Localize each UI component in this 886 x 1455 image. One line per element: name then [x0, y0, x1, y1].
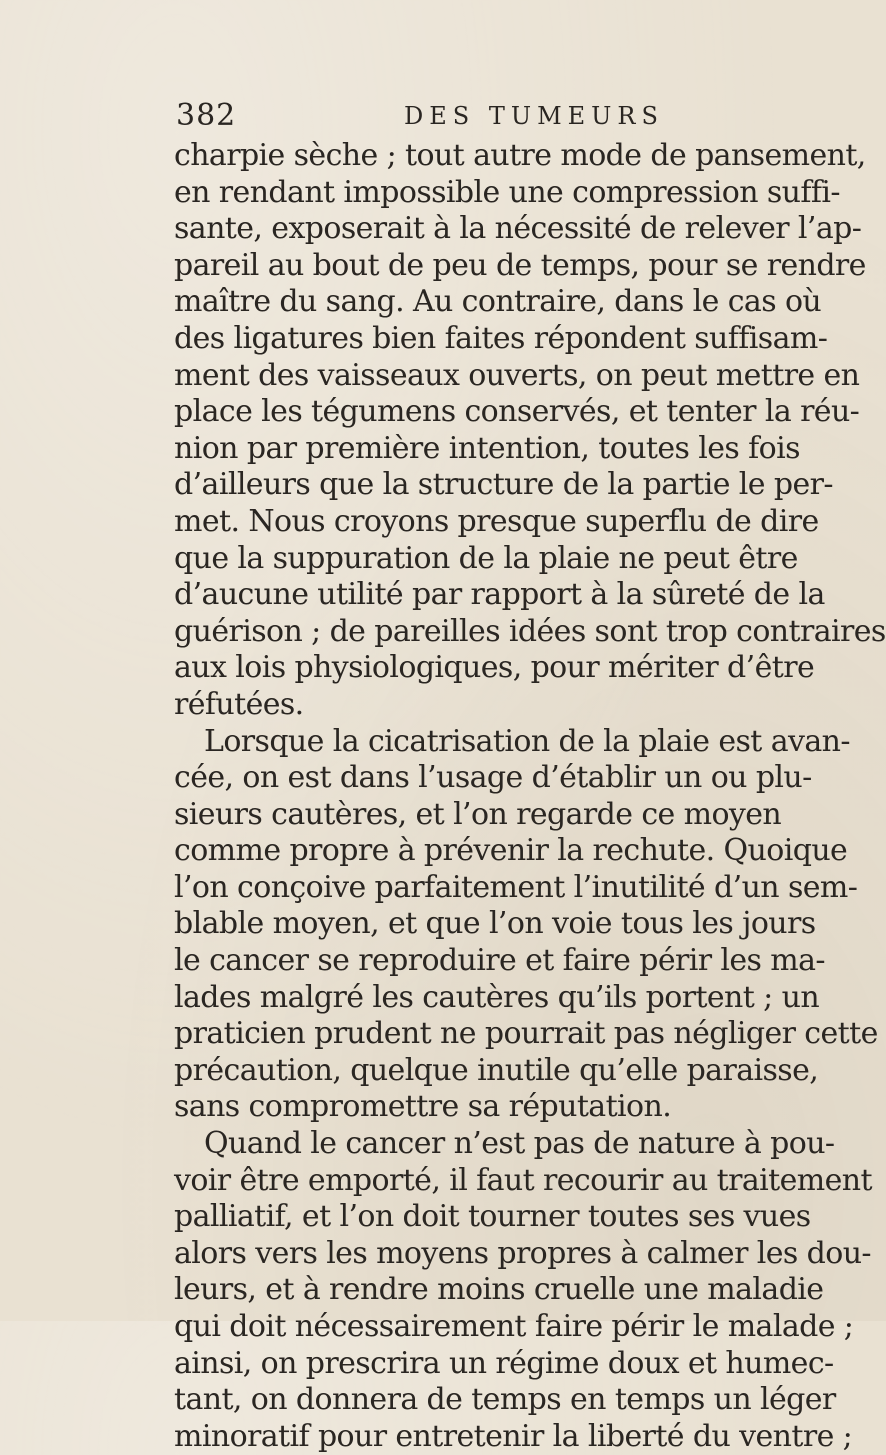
text-line: d’aucune utilité par rapport à la sûreté de la — [174, 577, 825, 613]
body-text — [174, 138, 886, 1455]
text-line: tant, on donnera de temps en temps un léger — [174, 1382, 836, 1418]
text-line: pareil au bout de peu de temps, pour se rendre — [174, 247, 866, 283]
text-line-paragraph-end: sans compromettre sa réputation. — [174, 1089, 672, 1125]
text-line: minoratif pour entretenir la liberté du ventre ; — [174, 1418, 853, 1454]
text-line: charpie sèche ; tout autre mode de pansement, — [174, 138, 866, 173]
text-line: le cancer se reproduire et faire périr les ma- — [174, 943, 825, 979]
text-line: nion par première intention, toutes les fois — [174, 430, 800, 466]
text-line-paragraph-start: Quand le cancer n’est pas de nature à pou- — [204, 1126, 835, 1162]
text-line: cée, on est dans l’usage d’établir un ou plu- — [174, 760, 812, 796]
text-line: des ligatures bien faites répondent suffisam- — [174, 320, 828, 356]
text-line: ainsi, on prescrira un régime doux et humec- — [174, 1345, 834, 1381]
text-line: que la suppuration de la plaie ne peut être — [174, 540, 798, 576]
page-number: 382 — [176, 98, 237, 133]
text-line: aux lois physiologiques, pour mériter d’être — [174, 650, 815, 686]
page-header — [176, 98, 736, 138]
text-line: sante, exposerait à la nécessité de relever l’ap- — [174, 211, 862, 247]
text-line: sieurs cautères, et l’on regarde ce moyen — [174, 796, 782, 832]
text-line: en rendant impossible une compression suffi- — [174, 174, 840, 210]
text-line: palliatif, et l’on doit tourner toutes ses vues — [174, 1199, 811, 1235]
text-line: comme propre à prévenir la rechute. Quoique — [174, 833, 848, 869]
text-line-paragraph-start: Lorsque la cicatrisation de la plaie est avan- — [204, 723, 850, 759]
text-line: lades malgré les cautères qu’ils portent ; un — [174, 979, 820, 1015]
text-line: précaution, quelque inutile qu’elle paraisse, — [174, 1052, 819, 1088]
text-line: leurs, et à rendre moins cruelle une maladie — [174, 1272, 824, 1308]
text-line: qui doit nécessairement faire périr le malade ; — [174, 1309, 854, 1344]
text-line: l’on conçoive parfaitement l’inutilité d’un sem- — [174, 869, 858, 905]
text-line: blable moyen, et que l’on voie tous les jours — [174, 906, 816, 942]
text-line: guérison ; de pareilles idées sont trop contraires — [174, 613, 886, 649]
text-line: alors vers les moyens propres à calmer les dou- — [174, 1235, 871, 1271]
text-line: praticien prudent ne pourrait pas négliger cette — [174, 1016, 878, 1052]
running-title: DES TUMEURS — [404, 102, 664, 130]
text-line: voir être emporté, il faut recourir au traitement — [174, 1162, 872, 1198]
text-line: met. Nous croyons presque superflu de dire — [174, 503, 819, 539]
text-line: maître du sang. Au contraire, dans le cas où — [174, 284, 822, 320]
text-line-paragraph-end: réfutées. — [174, 686, 304, 722]
text-line: place les tégumens conservés, et tenter la réu- — [174, 394, 860, 430]
text-line: ment des vaisseaux ouverts, on peut mettre en — [174, 357, 860, 393]
text-line: d’ailleurs que la structure de la partie le per- — [174, 467, 833, 503]
